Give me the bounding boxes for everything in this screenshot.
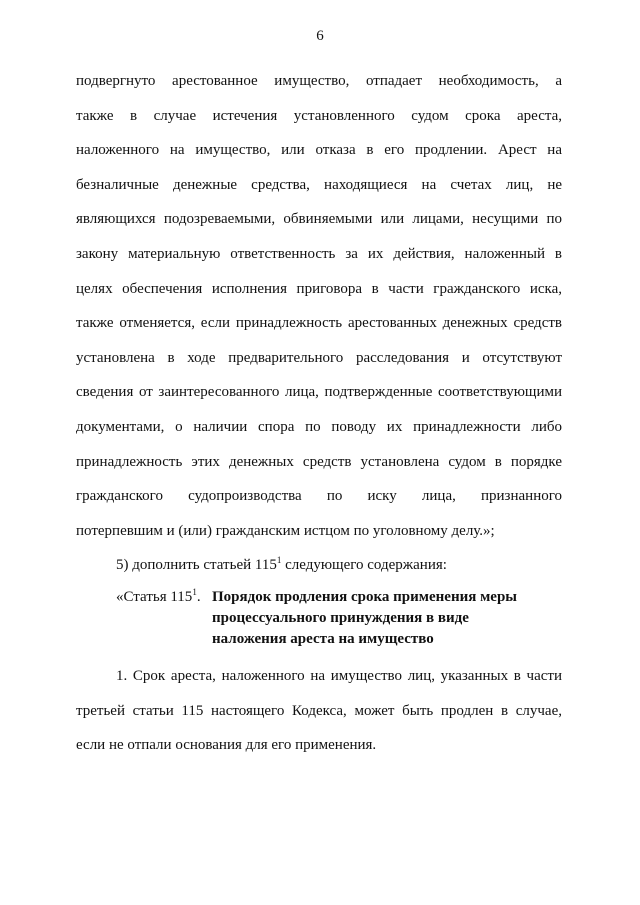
text-line: принадлежность этих денежных средств установлена судом в порядке bbox=[76, 453, 562, 470]
paragraph-arrest-cancellation bbox=[76, 64, 562, 548]
text-line: являющихся подозреваемыми, обвиняемыми или лицами, несущими по bbox=[76, 211, 562, 228]
text-line: документами, о наличии спора по поводу их принадлежности либо bbox=[76, 418, 562, 435]
article-heading bbox=[76, 587, 562, 653]
item-5-text-end: следующего содержания: bbox=[281, 557, 447, 574]
item-5-text: 5) дополнить статьей 115 bbox=[116, 557, 277, 574]
document-body bbox=[76, 64, 562, 763]
text-line: потерпевшим и (или) гражданским истцом по уголовному делу.»; bbox=[76, 522, 495, 539]
text-line: подвергнуто арестованное имущество, отпадает необходимость, а bbox=[76, 73, 562, 89]
text-line: также в случае истечения установленного судом срока ареста, bbox=[76, 107, 562, 124]
text-line: безналичные денежные средства, находящиеся на счетах лиц, не bbox=[76, 176, 562, 193]
text-line: гражданского судопроизводства по иску лица, признанного bbox=[76, 488, 562, 505]
article-title-line: процессуального принуждения в виде bbox=[212, 609, 469, 626]
article-title-line: наложения ареста на имущество bbox=[212, 630, 434, 647]
text-line: если не отпали основания для его применения. bbox=[76, 737, 377, 754]
page-number: 6 bbox=[316, 28, 324, 44]
superscript: 1 bbox=[276, 555, 282, 566]
text-line: целях обеспечения исполнения приговора в части гражданского иска, bbox=[76, 280, 562, 297]
article-title bbox=[212, 587, 517, 650]
paragraph-extension bbox=[76, 659, 562, 763]
text-line: установлена в ходе предварительного расследования и отсутствуют bbox=[76, 349, 562, 366]
article-label: «Статья $115^1$. bbox=[116, 586, 201, 605]
item-5 bbox=[76, 548, 562, 583]
superscript: 1 bbox=[192, 586, 197, 597]
article-title-line: Порядок продления срока применения меры bbox=[212, 588, 518, 605]
text-line: третьей статьи 115 настоящего Кодекса, может быть продлен в случае, bbox=[76, 702, 562, 719]
text-line: закону материальную ответственность за их действия, наложенный в bbox=[76, 245, 562, 262]
text-line: 1. Срок ареста, наложенного на имущество лиц, указанных в части bbox=[116, 667, 562, 684]
text-line: сведения от заинтересованного лица, подтвержденные соответствующими bbox=[76, 384, 562, 401]
text-line: наложенного на имущество, или отказа в его продлении. Арест на bbox=[76, 142, 562, 159]
text-line: также отменяется, если принадлежность арестованных денежных средств bbox=[76, 315, 562, 332]
